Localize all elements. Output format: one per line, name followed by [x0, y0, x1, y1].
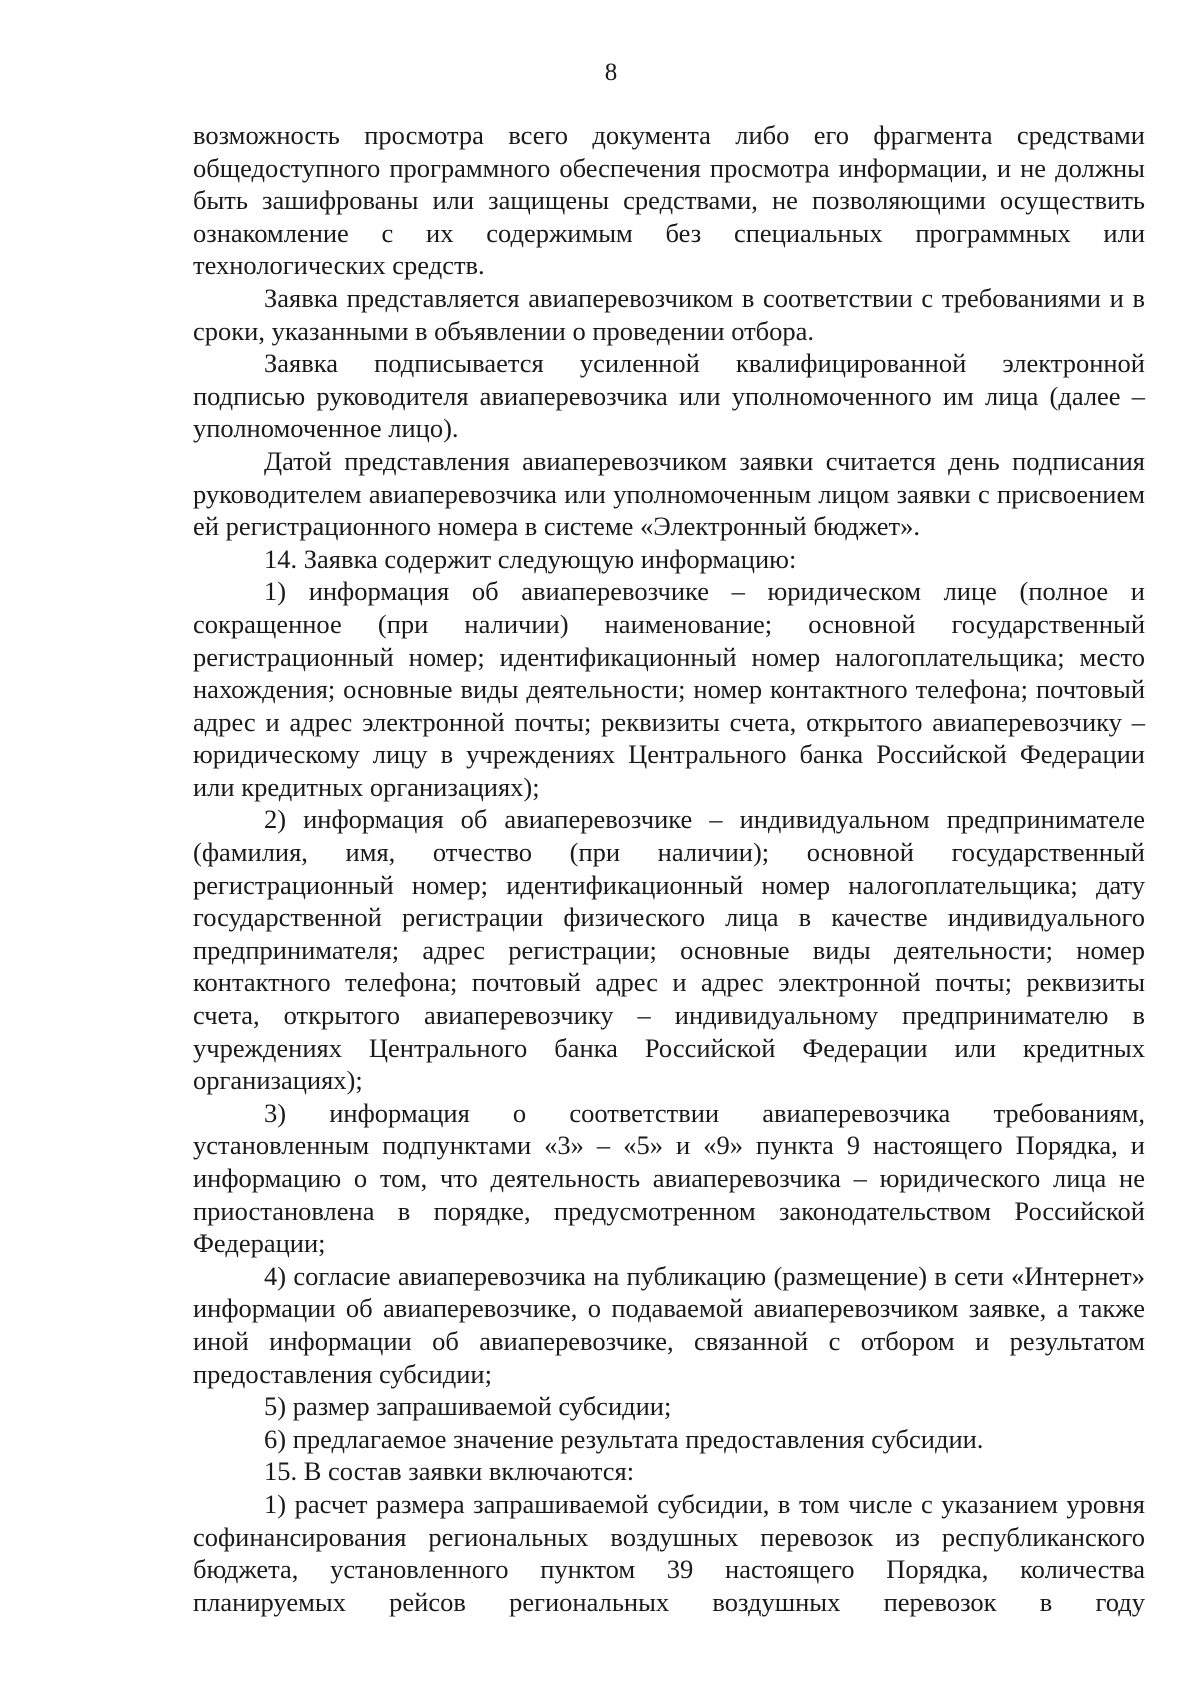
paragraph-submission: Заявка представляется авиаперевозчиком в соответствии с требованиями и в сроки, указанными в объявлении о проведении отбора.	[193, 282, 1145, 346]
clause-14-item-1: 1) информация об авиаперевозчике – юридическом лице (полное и сокращенное (при наличии) наименование; основной государственный регистрационный номер; идентификационный номер налогоплательщика; место нахождения; основные виды деятельности; номер контактного телефона; почтовый адрес и адрес электронной почты; реквизиты счета, открытого авиаперевозчику – юридическому лицу в учреждениях Центрального банка Российской Федерации или кредитных организациях);	[193, 576, 1145, 802]
clause-14-heading: 14. Заявка содержит следующую информацию:	[264, 543, 797, 574]
paragraph-submission-date: Датой представления авиаперевозчиком заявки считается день подписания руководителем авиаперевозчика или уполномоченным лицом заявки с присвоением ей регистрационного номера в системе «Электронный бюджет».	[193, 445, 1145, 542]
clause-15-item-1: 1) расчет размера запрашиваемой субсидии, в том числе с указанием уровня софинансирования региональных воздушных перевозок из республиканского бюджета, установленного пунктом 39 настоящего Порядка, количества планируемых рейсов региональных воздушных перевозок в году	[193, 1488, 1145, 1617]
clause-14-item-4: 4) согласие авиаперевозчика на публикацию (размещение) в сети «Интернет» информации об авиаперевозчике, о подаваемой авиаперевозчиком заявке, а также иной информации об авиаперевозчике, связанной с отбором и результатом предоставления субсидии;	[193, 1260, 1145, 1389]
paragraph-signature: Заявка подписывается усиленной квалифицированной электронной подписью руководителя авиаперевозчика или уполномоченного им лица (далее – уполномоченное лицо).	[193, 348, 1145, 444]
document-body	[193, 119, 1145, 1618]
clause-14-item-3: 3) информация о соответствии авиаперевозчика требованиям, установленным подпунктами «3» – «5» и «9» пункта 9 настоящего Порядка, и информацию о том, что деятельность авиаперевозчика – юридического лица не приостановлена в порядке, предусмотренном законодательством Российской Федерации;	[193, 1097, 1145, 1259]
paragraph-continuation: возможность просмотра всего документа либо его фрагмента средствами общедоступного программного обеспечения просмотра информации, и не должны быть зашифрованы или защищены средствами, не позволяющими осуществить ознакомление с их содержимым без специальных программных или технологических средств.	[193, 120, 1145, 281]
clause-15-heading: 15. В состав заявки включаются:	[264, 1456, 635, 1487]
page-number: 8	[604, 59, 618, 86]
clause-14-item-2: 2) информация об авиаперевозчике – индивидуальном предпринимателе (фамилия, имя, отчество (при наличии); основной государственный регистрационный номер; идентификационный номер налогоплательщика; дату государственной регистрации физического лица в качестве индивидуального предпринимателя; адрес регистрации; основные виды деятельности; номер контактного телефона; почтовый адрес и адрес электронной почты; реквизиты счета, открытого авиаперевозчику – индивидуальному предпринимателю в учреждениях Центрального банка Российской Федерации или кредитных организациях);	[193, 804, 1145, 1096]
clause-14-item-6: 6) предлагаемое значение результата предоставления субсидии.	[264, 1423, 984, 1454]
clause-14-item-5: 5) размер запрашиваемой субсидии;	[264, 1391, 672, 1422]
